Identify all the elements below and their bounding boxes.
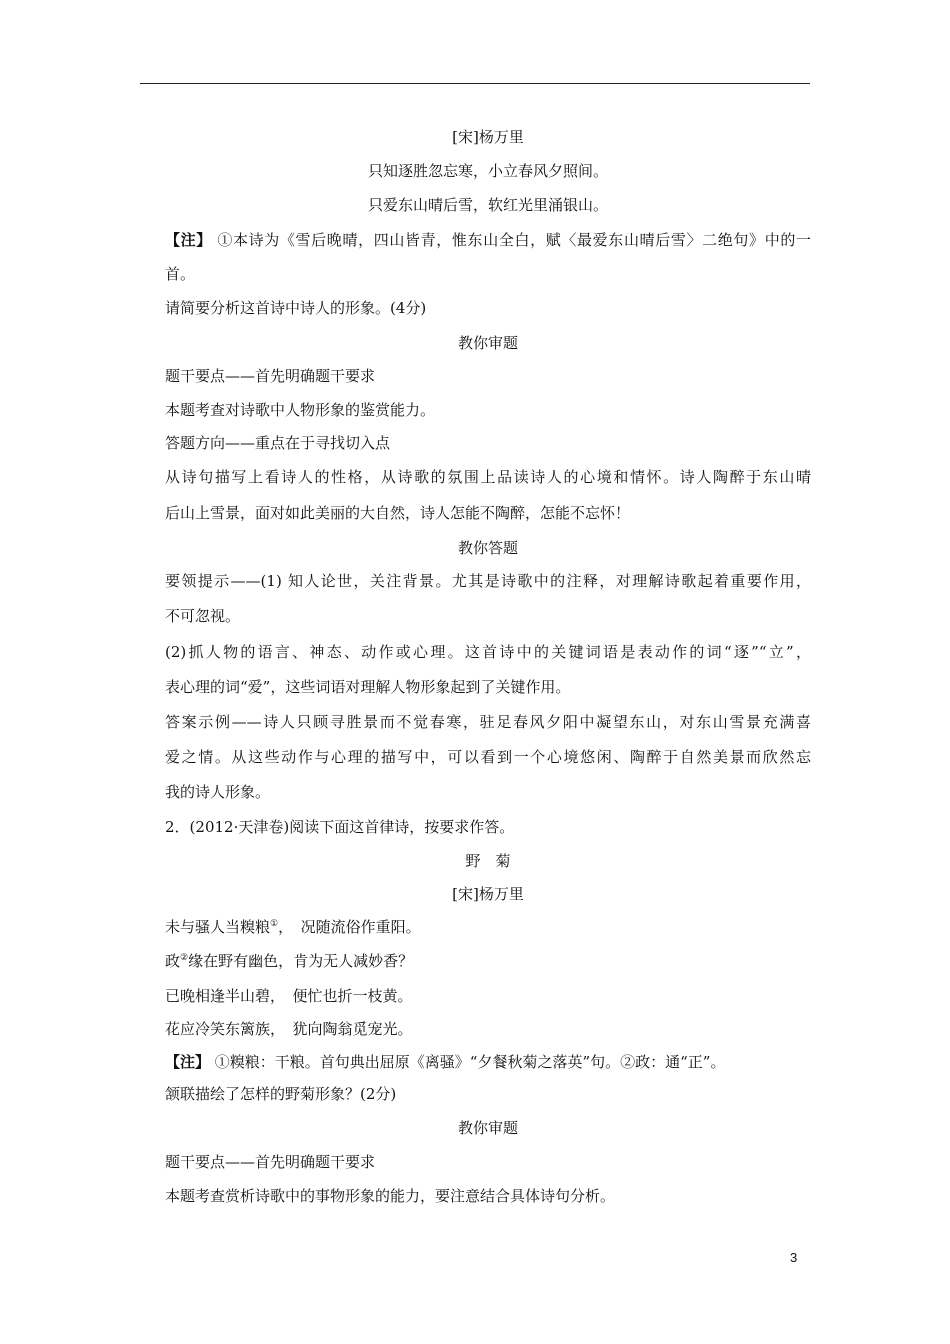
poem2-line-3: 已晚相逢半山碧， 便忙也折一枝黄。 xyxy=(165,987,413,1005)
poem2-line-2-b: 缘在野有幽色，肯为无人减妙香？ xyxy=(188,952,414,970)
note2-line xyxy=(165,1052,811,1072)
review2-point-label: 题干要点——首先明确题干要求 xyxy=(165,1153,376,1171)
header-rule xyxy=(140,83,810,84)
review1-point-text: 本题考查对诗歌中人物形象的鉴赏能力。 xyxy=(165,401,436,419)
review2-heading: 教你审题 xyxy=(457,1119,518,1137)
poem1-author: [宋]杨万里 xyxy=(452,128,524,146)
poem2-line-2-a: 政 xyxy=(165,952,181,970)
page-number: 3 xyxy=(790,1250,798,1265)
review2-point-text: 本题考查赏析诗歌中的事物形象的能力，要注意结合具体诗句分析。 xyxy=(165,1187,616,1205)
review1-heading: 教你审题 xyxy=(457,334,518,352)
review1-point-label: 题干要点——首先明确题干要求 xyxy=(165,367,376,385)
review1-direction-text-2: 后山上雪景，面对如此美丽的大自然，诗人怎能不陶醉，怎能不忘怀！ xyxy=(165,504,631,522)
note2-tag: 【注】 xyxy=(165,1053,211,1071)
answer1-heading: 教你答题 xyxy=(457,539,518,557)
footnote-ref-2: ② xyxy=(180,953,189,963)
review1-direction-label: 答题方向——重点在于寻找切入点 xyxy=(165,434,391,452)
note1-text-a: ①本诗为《雪后晚晴，四山皆青，惟东山全白，赋〈最爱东山晴后雪〉二绝句》中的一 xyxy=(211,231,811,249)
note2-text: ①糗粮：干粮。首句典出屈原《离骚》“夕餐秋菊之落英”句。②政：通“正”。 xyxy=(210,1053,726,1071)
footnote-ref-1: ① xyxy=(270,919,279,929)
answer1-tip-2: 不可忽视。 xyxy=(165,607,241,625)
answer1-tip-1: 要领提示——(1) 知人论世，关注背景。尤其是诗歌中的注释，对理解诗歌起着重要作用， xyxy=(165,572,811,590)
question-2: 颔联描绘了怎样的野菊形象？(2分) xyxy=(165,1085,397,1103)
poem1-line-1: 只知逐胜忽忘寒，小立春风夕照间。 xyxy=(367,162,608,180)
poem2-title: 野 菊 xyxy=(465,852,511,870)
answer1-example-3: 我的诗人形象。 xyxy=(165,783,271,801)
question-1: 请简要分析这首诗中诗人的形象。(4分) xyxy=(165,299,427,317)
poem2-line-1-a: 未与骚人当糗粮 xyxy=(165,918,271,936)
question-2-intro: 2．(2012·天津卷)阅读下面这首律诗，按要求作答。 xyxy=(165,818,515,836)
answer1-tip-4: 表心理的词“爱”，这些词语对理解人物形象起到了关键作用。 xyxy=(165,678,571,696)
note1-line-1 xyxy=(165,230,811,250)
note1-line-2: 首。 xyxy=(165,265,196,283)
note1-tag: 【注】 xyxy=(165,231,212,249)
answer1-tip-3: (2)抓人物的语言、神态、动作或心理。这首诗中的关键词语是表动作的词“逐”“立”， xyxy=(165,643,811,661)
review1-direction-text-1: 从诗句描写上看诗人的性格，从诗歌的氛围上品读诗人的心境和情怀。诗人陶醉于东山晴 xyxy=(165,468,811,486)
poem2-line-1-b: ， 况随流俗作重阳。 xyxy=(278,918,421,936)
answer1-example-2: 爱之情。从这些动作与心理的描写中，可以看到一个心境悠闲、陶醉于自然美景而欣然忘 xyxy=(165,748,811,766)
poem2-line-1 xyxy=(165,917,811,937)
poem2-line-4: 花应冷笑东篱族， 犹向陶翁觅宠光。 xyxy=(165,1020,413,1038)
answer1-example-1: 答案示例——诗人只顾寻胜景而不觉春寒，驻足春风夕阳中凝望东山，对东山雪景充满喜 xyxy=(165,713,811,731)
poem2-line-2 xyxy=(165,951,811,971)
poem1-line-2: 只爱东山晴后雪，软红光里涌银山。 xyxy=(367,196,608,214)
poem2-author: [宋]杨万里 xyxy=(452,885,524,903)
